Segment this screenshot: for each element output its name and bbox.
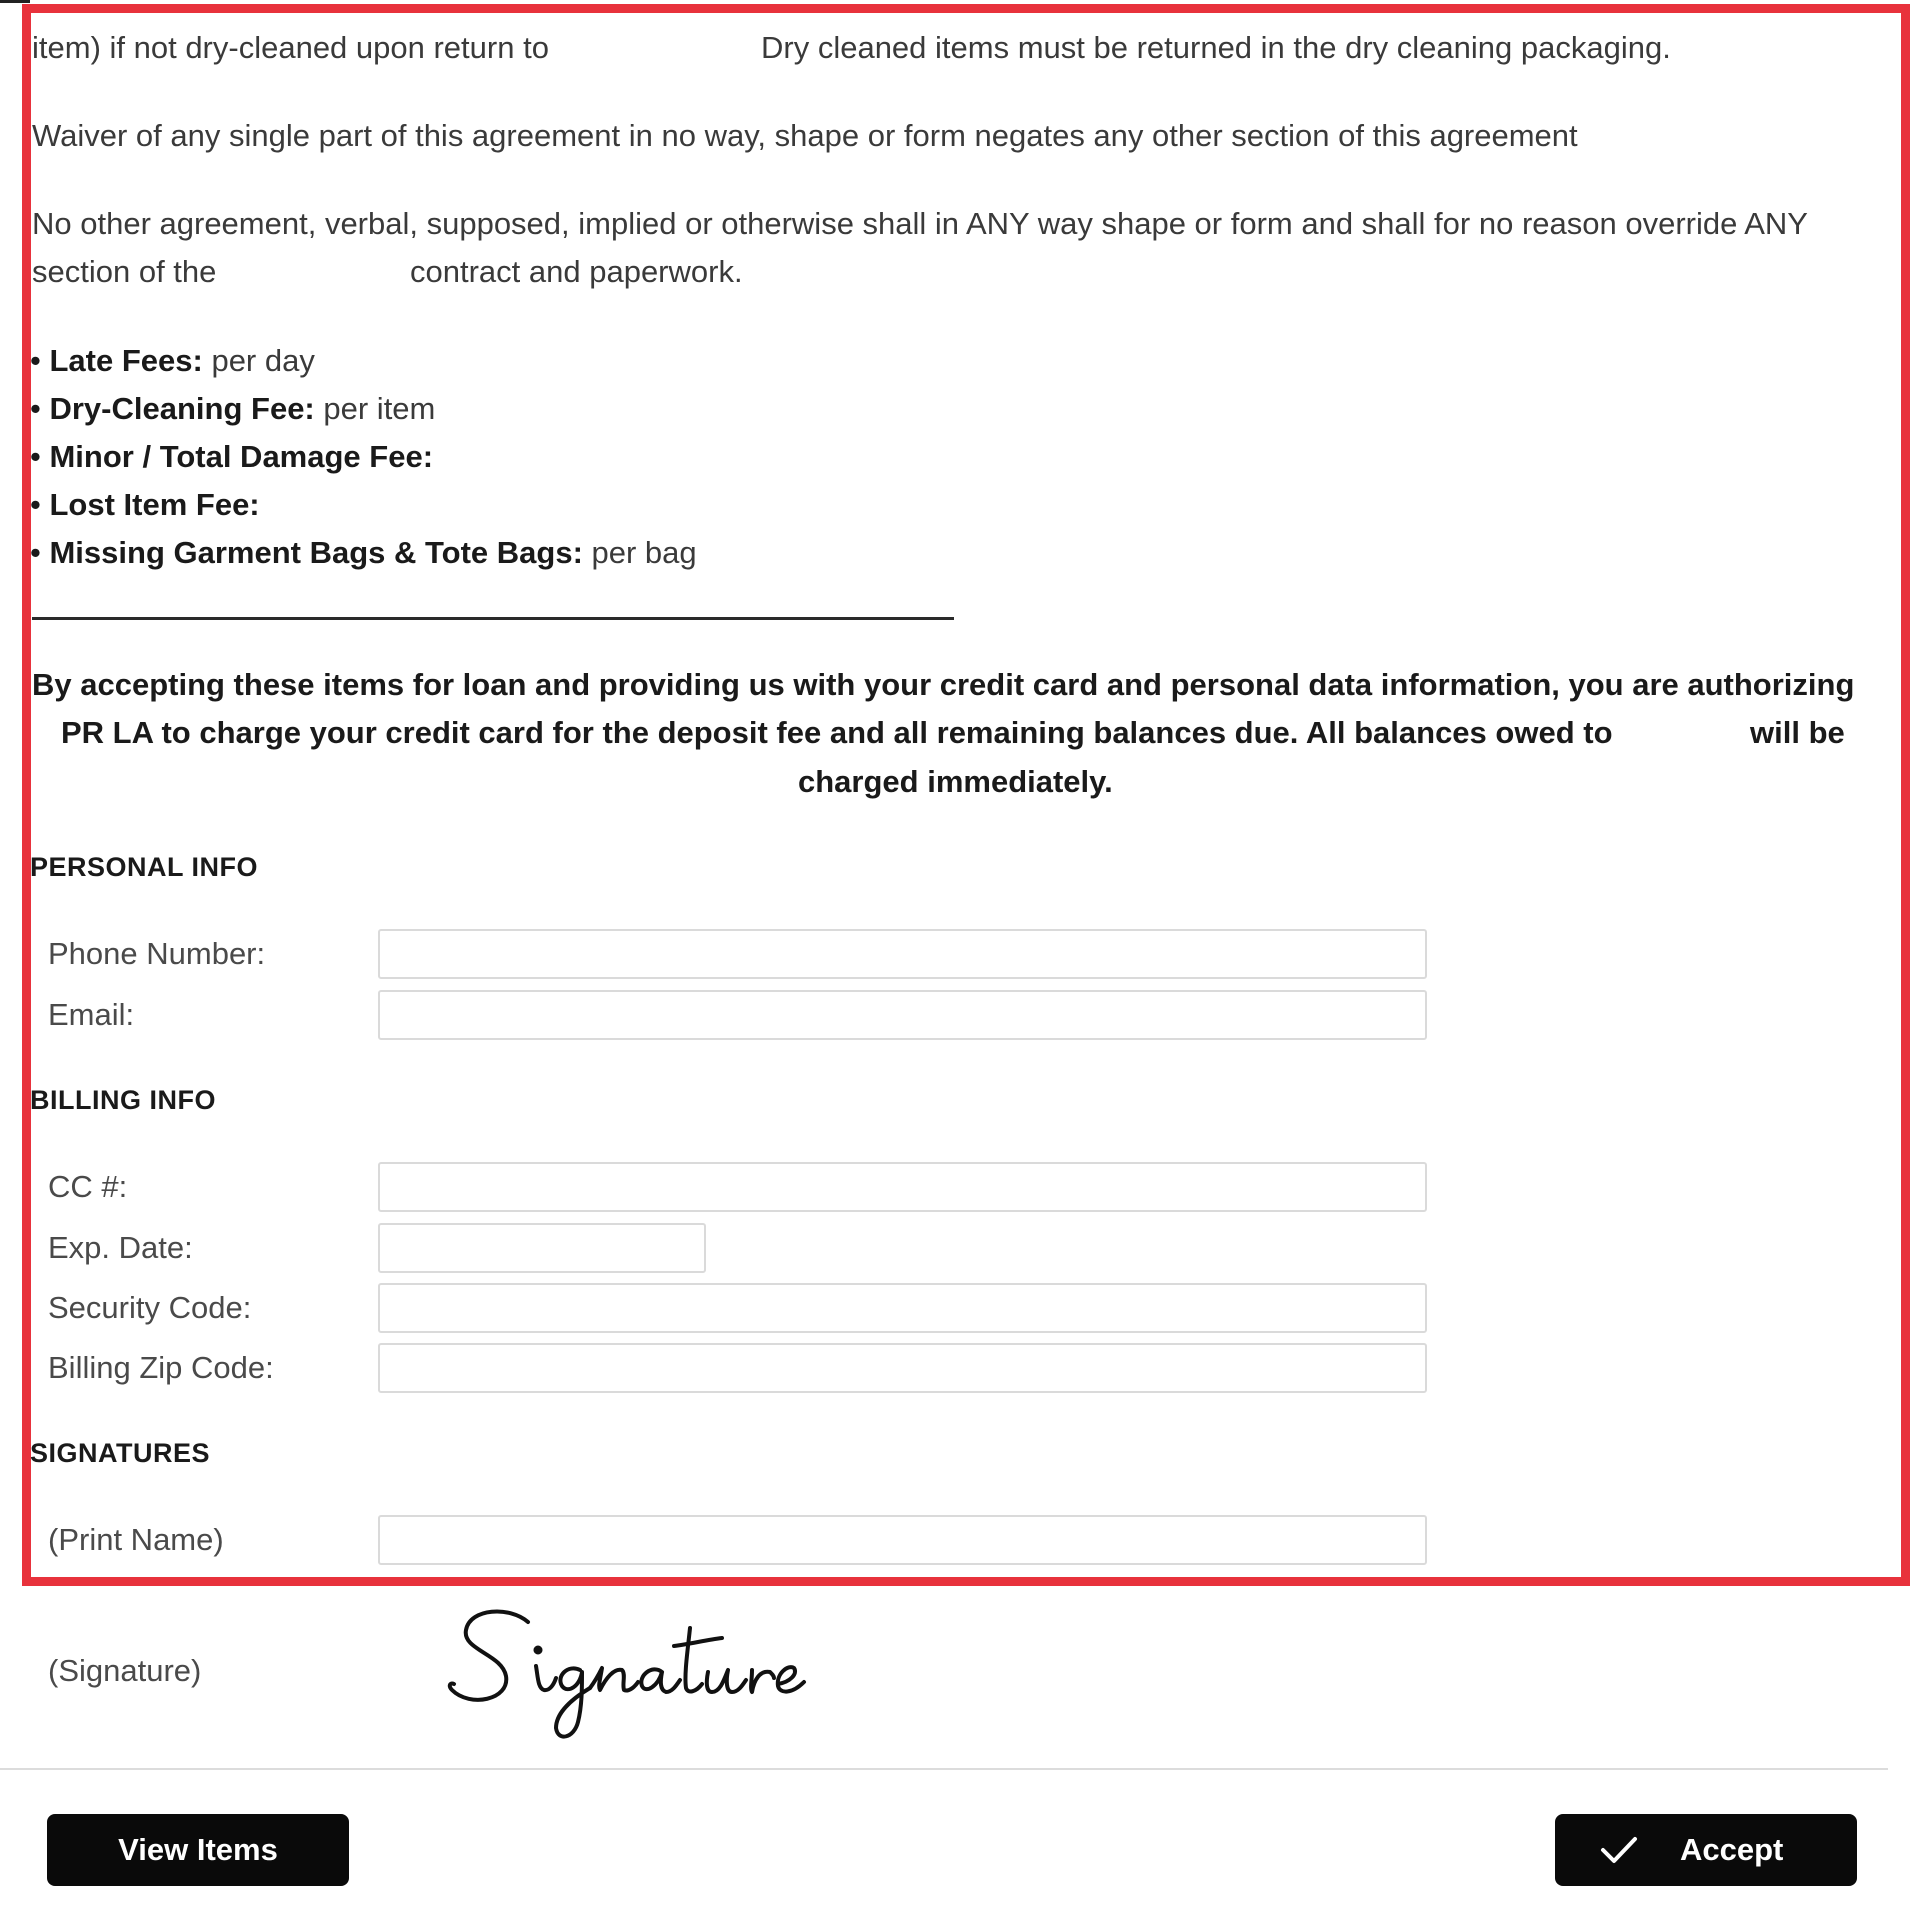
footer-divider (0, 1768, 1888, 1770)
billing-zip-label: Billing Zip Code: (48, 1350, 274, 1385)
fee-label: Missing Garment Bags & Tote Bags: (49, 535, 583, 570)
waiver-clause: Waiver of any single part of this agreement in no way, shape or form negates any other section of this agreement (32, 118, 1578, 153)
security-code-input[interactable] (378, 1283, 1427, 1333)
authorization-line-1: By accepting these items for loan and providing us with your credit card and personal data information, you are authorizing (32, 667, 1855, 702)
exp-date-input[interactable] (378, 1223, 706, 1273)
fee-item (30, 485, 260, 525)
view-items-label: View Items (118, 1832, 278, 1867)
accept-label: Accept (1680, 1832, 1784, 1867)
security-code-label: Security Code: (48, 1290, 252, 1325)
agreement-line-partial: item) if not dry-cleaned upon return to (32, 30, 549, 65)
bullet: • (30, 487, 41, 522)
fee-item (30, 341, 315, 381)
phone-number-input[interactable] (378, 929, 1427, 979)
cc-number-input[interactable] (378, 1162, 1427, 1212)
signatures-heading: SIGNATURES (30, 1438, 211, 1468)
accept-button[interactable] (1555, 1814, 1857, 1886)
exp-date-label: Exp. Date: (48, 1230, 193, 1265)
fee-item (30, 389, 435, 429)
authorization-line-3: charged immediately. (798, 764, 1113, 799)
no-other-agreement-clause-end: contract and paperwork. (410, 254, 743, 289)
print-name-input[interactable] (378, 1515, 1427, 1565)
bullet: • (30, 535, 41, 570)
email-label: Email: (48, 997, 135, 1032)
bullet: • (30, 439, 41, 474)
authorization-line-2: PR LA to charge your credit card for the deposit fee and all remaining balances due. All balances owed to (61, 715, 1613, 750)
fee-label: Dry-Cleaning Fee: (49, 391, 315, 426)
fee-value: per item (323, 391, 436, 426)
email-input[interactable] (378, 990, 1427, 1040)
phone-number-label: Phone Number: (48, 936, 266, 971)
dry-cleaning-packaging-note: Dry cleaned items must be returned in the dry cleaning packaging. (761, 30, 1671, 65)
signature-label: (Signature) (48, 1653, 202, 1688)
print-name-label: (Print Name) (48, 1522, 224, 1557)
fee-label: Late Fees: (49, 343, 203, 378)
fee-item (30, 437, 433, 477)
cc-number-label: CC #: (48, 1169, 128, 1204)
view-items-button[interactable] (47, 1814, 349, 1886)
authorization-line-2-end: will be (1750, 715, 1845, 750)
signature-pad[interactable] (440, 1588, 840, 1748)
bullet: • (30, 343, 41, 378)
section-divider (32, 617, 954, 620)
no-other-agreement-clause-cont: section of the (32, 254, 217, 289)
billing-info-heading: BILLING INFO (30, 1085, 216, 1115)
no-other-agreement-clause: No other agreement, verbal, supposed, implied or otherwise shall in ANY way shape or form and shall for no reason override ANY (32, 206, 1808, 241)
fee-value: per day (211, 343, 315, 378)
fee-label: Lost Item Fee: (49, 487, 260, 522)
fee-item (30, 533, 697, 573)
billing-zip-input[interactable] (378, 1343, 1427, 1393)
fee-label: Minor / Total Damage Fee: (49, 439, 434, 474)
bullet: • (30, 391, 41, 426)
check-icon (1599, 1834, 1639, 1866)
top-edge-mark (0, 0, 30, 3)
personal-info-heading: PERSONAL INFO (30, 852, 259, 882)
fee-value: per bag (591, 535, 697, 570)
